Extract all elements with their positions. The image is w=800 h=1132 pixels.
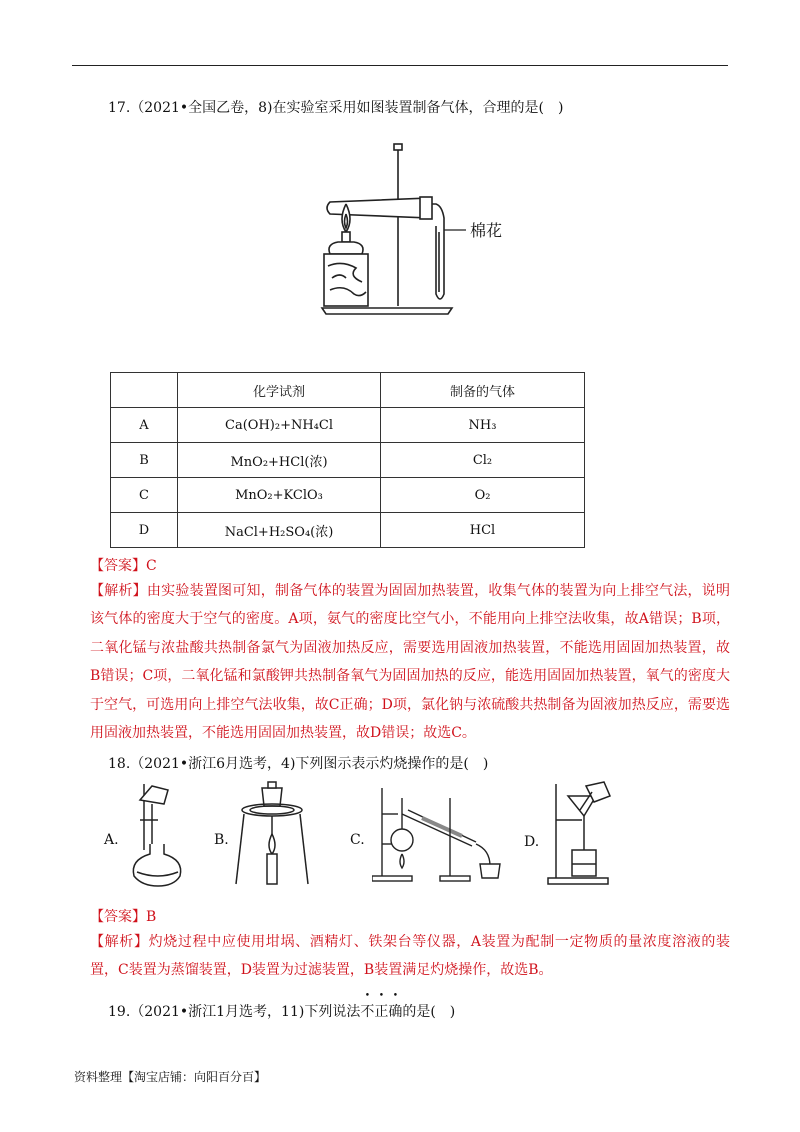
table-cell-gas: HCl xyxy=(381,513,585,548)
answer-tag: 【答案】 xyxy=(90,558,146,574)
question-19-stem xyxy=(108,1001,455,1021)
question-19-prefix: 19.（2021•浙江1月选考，11)下列说法 xyxy=(108,1004,361,1020)
analysis-text: 由实验装置图可知，制备气体的装置为固固加热装置，收集气体的装置为向上排空气法，说明该气体的密度大于空气的密度。A项，氨气的密度比空气小，不能用向上排空法收集，故A错误；B项，二氧化锰与浓盐酸共热制备氯气为固液加热反应，需要选用固液加热装置，不能选用固固加热装置，故B错误；C项，二氧化锰和氯酸钾共热制备氧气为固固加热的反应，能选用固固加热装置，氧气的密度大于空气，可选用向上排空气法收集，故C正确；D项，氯化钠与浓硫酸共热制备为固液加热反应，需要选用固液加热装置，不能选用固固加热装置，故D错误；故选C。 xyxy=(90,583,731,742)
table-cell-reagent: NaCl+H₂SO₄(浓) xyxy=(178,513,381,548)
answer-value: C xyxy=(146,558,157,574)
analysis-17 xyxy=(90,577,730,747)
option-c-figure xyxy=(348,784,508,884)
emphasis-char: 确 xyxy=(388,1004,403,1020)
question-18-stem: 18.（2021•浙江6月选考，4)下列图示表示灼烧操作的是( ) xyxy=(108,756,489,772)
filtration-apparatus-icon xyxy=(546,780,620,888)
answer-18 xyxy=(90,906,156,926)
option-c-label: C. xyxy=(350,832,365,848)
table-header-row xyxy=(111,373,585,408)
answer-value: B xyxy=(146,909,157,925)
table-cell-gas: Cl₂ xyxy=(381,443,585,478)
option-a-label: A. xyxy=(104,832,119,848)
table-cell-gas: NH₃ xyxy=(381,408,585,443)
table-cell-gas: O₂ xyxy=(381,478,585,513)
emphasis-char: 正 xyxy=(374,1004,389,1020)
option-b-label: B. xyxy=(214,832,229,848)
reagent-table xyxy=(110,372,585,548)
cotton-label: 棉花 xyxy=(470,221,503,240)
analysis-text: 灼烧过程中应使用坩埚、酒精灯、铁架台等仪器，A装置为配制一定物质的量浓度溶液的装置，C装置为蒸馏装置，D装置为过滤装置，B装置满足灼烧操作，故选B。 xyxy=(90,934,731,979)
table-row xyxy=(111,408,585,443)
table-cell-option: B xyxy=(111,443,178,478)
table-row xyxy=(111,478,585,513)
header-rule xyxy=(72,65,728,66)
answer-17 xyxy=(90,555,157,575)
table-header: 化学试剂 xyxy=(178,373,381,408)
table-cell-reagent: MnO₂+KClO₃ xyxy=(178,478,381,513)
option-a-figure xyxy=(100,780,190,890)
volumetric-flask-icon xyxy=(128,780,188,888)
apparatus-diagram xyxy=(312,142,512,322)
distillation-apparatus-icon xyxy=(372,784,508,884)
analysis-tag: 【解析】 xyxy=(90,583,147,599)
option-d-label: D. xyxy=(524,834,540,850)
table-cell-reagent: MnO₂+HCl(浓) xyxy=(178,443,381,478)
crucible-tripod-icon xyxy=(234,780,310,888)
footer-credit: 资料整理【淘宝店铺：向阳百分百】 xyxy=(74,1070,267,1084)
analysis-tag: 【解析】 xyxy=(90,934,149,950)
table-header: 制备的气体 xyxy=(381,373,585,408)
table-cell-option: C xyxy=(111,478,178,513)
table-cell-option: A xyxy=(111,408,178,443)
table-cell-reagent: Ca(OH)₂+NH₄Cl xyxy=(178,408,381,443)
question-19-suffix: 的是( ) xyxy=(402,1004,456,1020)
option-b-figure xyxy=(210,780,310,890)
answer-tag: 【答案】 xyxy=(90,909,146,925)
option-d-figure xyxy=(520,780,620,890)
table-cell-option: D xyxy=(111,513,178,548)
question-17-stem: 17.（2021•全国乙卷，8)在实验室采用如图装置制备气体，合理的是( ) xyxy=(108,100,564,116)
table-row xyxy=(111,443,585,478)
table-row xyxy=(111,513,585,548)
table-header xyxy=(111,373,178,408)
emphasis-char: 不 xyxy=(360,1004,375,1020)
analysis-18 xyxy=(90,928,730,985)
